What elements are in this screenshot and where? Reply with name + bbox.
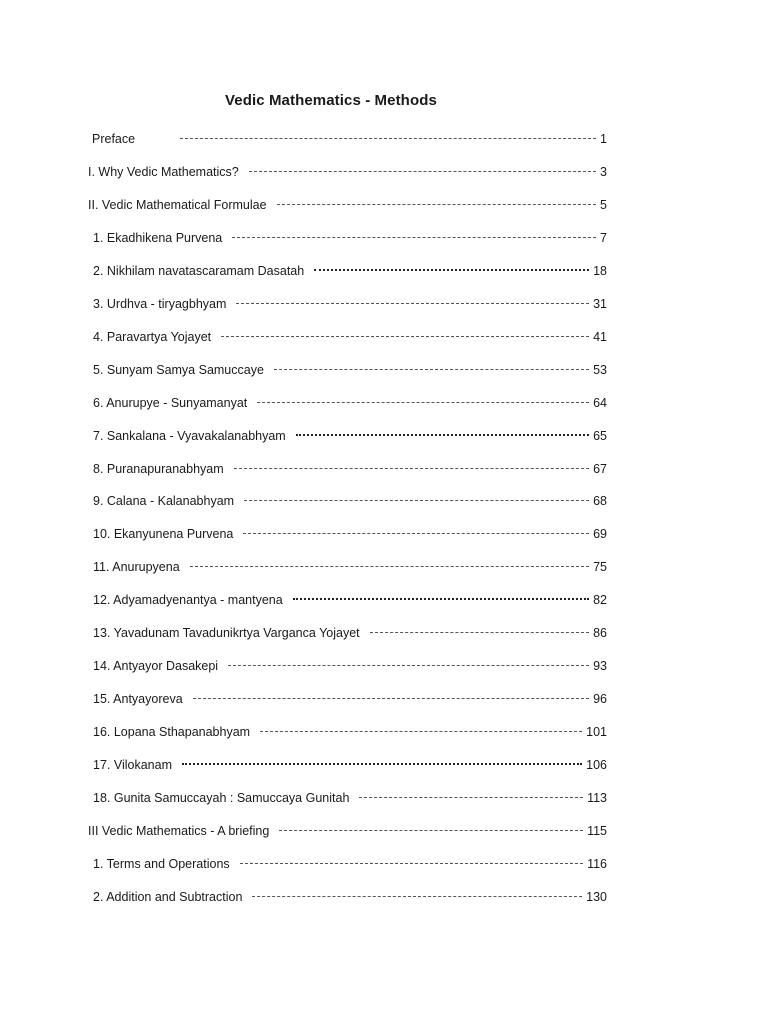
toc-entry-page: 64 xyxy=(593,396,607,410)
toc-leader-dots xyxy=(234,468,589,469)
toc-entry-page: 1 xyxy=(600,132,607,146)
toc-entry-page: 113 xyxy=(587,791,607,805)
toc-entry xyxy=(0,162,768,182)
toc-entry-page: 68 xyxy=(593,494,607,508)
toc-leader-dots xyxy=(296,434,589,436)
toc-entry xyxy=(0,722,768,742)
toc-entry xyxy=(0,459,768,479)
toc-entry-page: 115 xyxy=(587,824,607,838)
toc-entry xyxy=(0,590,768,610)
toc-entry xyxy=(0,689,768,709)
toc-entry-label: 8. Puranapuranabhyam xyxy=(93,462,224,476)
toc-entry-label: 2. Nikhilam navatascaramam Dasatah xyxy=(93,264,305,278)
toc-entry-page: 82 xyxy=(593,593,607,607)
toc-entry-page: 5 xyxy=(600,198,607,212)
toc-entry-label: 12. Adyamadyenantya - mantyena xyxy=(93,593,283,607)
toc-leader-dots xyxy=(240,863,583,864)
toc-entry xyxy=(0,887,768,907)
toc-entry-page: 53 xyxy=(593,363,607,377)
toc-entry-label: 3. Urdhva - tiryagbhyam xyxy=(93,297,227,311)
toc-entry xyxy=(0,788,768,808)
toc-entry-page: 106 xyxy=(586,758,607,772)
toc-entry xyxy=(0,261,768,281)
toc-entry-label: 14. Antyayor Dasakepi xyxy=(93,659,219,673)
toc-entry xyxy=(0,755,768,775)
toc-entry-page: 31 xyxy=(593,297,607,311)
toc-leader-dots xyxy=(359,797,583,798)
toc-leader-dots xyxy=(182,763,582,765)
toc-entry xyxy=(0,623,768,643)
toc-entry-page: 67 xyxy=(593,462,607,476)
toc-leader-dots xyxy=(293,598,589,600)
toc-entry-label: 17. Vilokanam xyxy=(93,758,172,772)
toc-leader-dots xyxy=(260,731,582,732)
toc-entry xyxy=(0,524,768,544)
toc-entry xyxy=(0,491,768,511)
toc-entry-label: 10. Ekanyunena Purvena xyxy=(93,527,234,541)
toc-entry-page: 101 xyxy=(586,725,607,739)
toc-entry-page: 18 xyxy=(593,264,607,278)
toc-leader-dots xyxy=(252,896,582,897)
toc-leader-dots xyxy=(221,336,589,337)
toc-leader-dots xyxy=(370,632,589,633)
toc-entry-label: 13. Yavadunam Tavadunikrtya Varganca Yojayet xyxy=(93,626,360,640)
toc-entry xyxy=(0,195,768,215)
toc-leader-dots xyxy=(243,533,589,534)
toc-leader-dots xyxy=(274,369,589,370)
toc-leader-dots xyxy=(277,204,597,205)
toc-entry-label: 5. Sunyam Samya Samuccaye xyxy=(93,363,264,377)
toc-entry-page: 65 xyxy=(593,429,607,443)
toc-entry xyxy=(0,854,768,874)
toc-entry-page: 7 xyxy=(600,231,607,245)
toc-entry-label: 1. Ekadhikena Purvena xyxy=(93,231,223,245)
toc-leader-dots xyxy=(257,402,589,403)
toc-entry xyxy=(0,360,768,380)
toc-leader-dots xyxy=(190,566,589,567)
toc-entry-label: I. Why Vedic Mathematics? xyxy=(88,165,239,179)
toc-entry-label: 18. Gunita Samuccayah : Samuccaya Gunitah xyxy=(93,791,350,805)
toc-entry-page: 75 xyxy=(593,560,607,574)
toc-entry xyxy=(0,656,768,676)
toc-entry-page: 96 xyxy=(593,692,607,706)
toc-leader-dots xyxy=(279,830,583,831)
toc-entry-label: 4. Paravartya Yojayet xyxy=(93,330,212,344)
toc-leader-dots xyxy=(228,665,589,666)
toc-leader-dots xyxy=(249,171,596,172)
toc-entry xyxy=(0,426,768,446)
toc-entry-label: Preface xyxy=(92,132,136,146)
toc-entry xyxy=(0,327,768,347)
toc-entry-page: 93 xyxy=(593,659,607,673)
toc-entry xyxy=(0,129,768,149)
toc-entry-page: 3 xyxy=(600,165,607,179)
toc-leader-dots xyxy=(244,500,589,501)
toc-entry-page: 130 xyxy=(586,890,607,904)
toc-entry-label: 9. Calana - Kalanabhyam xyxy=(93,494,235,508)
toc-entry xyxy=(0,393,768,413)
toc-entry-page: 41 xyxy=(593,330,607,344)
toc-entry-label: III Vedic Mathematics - A briefing xyxy=(88,824,270,838)
toc-entry-page: 69 xyxy=(593,527,607,541)
page-title: Vedic Mathematics - Methods xyxy=(225,92,437,109)
toc-leader-dots xyxy=(232,237,596,238)
toc-leader-dots xyxy=(236,303,589,304)
toc-entry-label: 16. Lopana Sthapanabhyam xyxy=(93,725,251,739)
toc-entry-label: 6. Anurupye - Sunyamanyat xyxy=(93,396,248,410)
toc-entry-label: 15. Antyayoreva xyxy=(93,692,183,706)
toc-leader-dots xyxy=(180,138,596,139)
toc-entry-label: 1. Terms and Operations xyxy=(93,857,230,871)
toc-leader-dots xyxy=(193,698,589,699)
toc-entry-label: 11. Anurupyena xyxy=(93,560,180,574)
toc-entry-page: 116 xyxy=(587,857,607,871)
toc-entry-label: 7. Sankalana - Vyavakalanabhyam xyxy=(93,429,286,443)
toc-entry-label: 2. Addition and Subtraction xyxy=(93,890,243,904)
toc-entry-page: 86 xyxy=(593,626,607,640)
toc-entry xyxy=(0,294,768,314)
toc-entry xyxy=(0,228,768,248)
toc-entry xyxy=(0,821,768,841)
toc-entry xyxy=(0,557,768,577)
toc-leader-dots xyxy=(314,269,589,271)
toc-entry-label: II. Vedic Mathematical Formulae xyxy=(88,198,267,212)
